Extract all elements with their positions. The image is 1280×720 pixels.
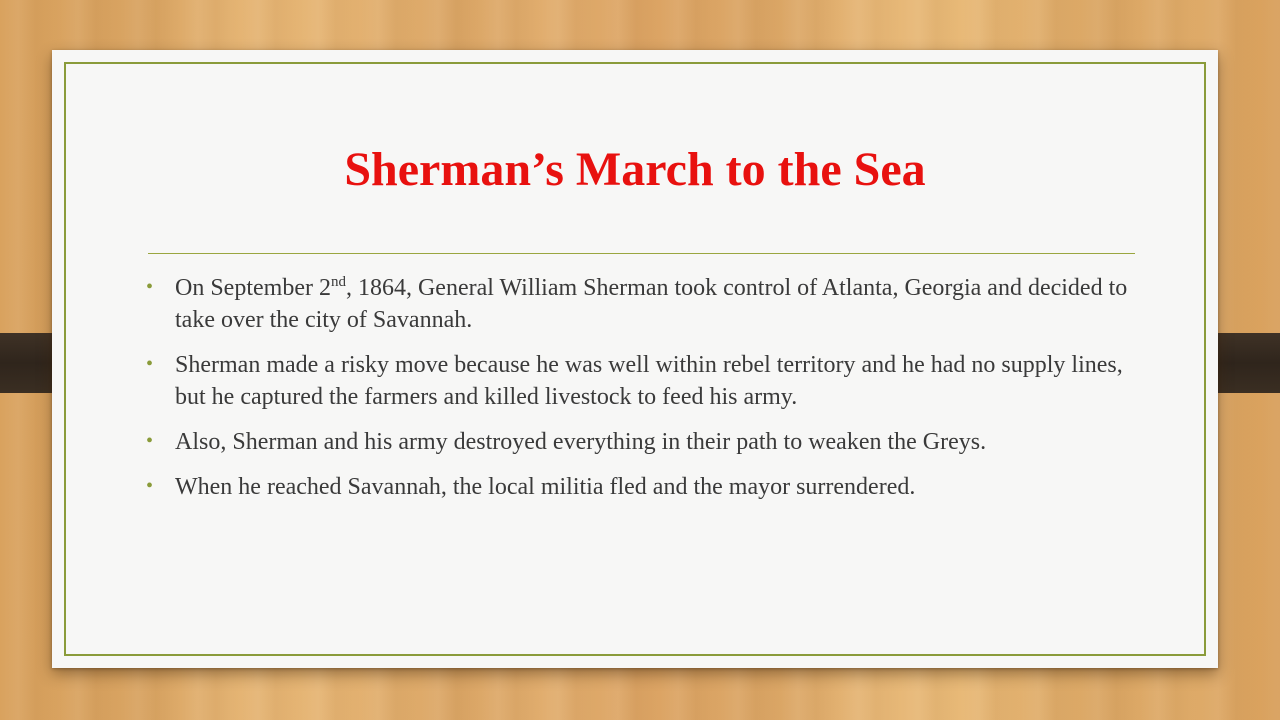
bullet-text: Also, Sherman and his army destroyed everything in their path to weaken the Greys. xyxy=(175,429,987,455)
bullet-icon: • xyxy=(146,475,154,497)
bullet-item xyxy=(146,426,1146,458)
bullet-item xyxy=(146,272,1146,336)
bullet-text: When he reached Savannah, the local militia fled and the mayor surrendered. xyxy=(175,474,916,500)
slide-title: Sherman’s March to the Sea xyxy=(344,143,926,196)
title-divider xyxy=(148,253,1135,254)
slide-paper xyxy=(52,50,1218,668)
bullet-item xyxy=(146,349,1146,413)
bullet-text-part: On September 2 xyxy=(175,275,331,301)
bullet-text: Sherman made a risky move because he was well within rebel territory and he had no supply lines, but he captured the farmers and killed livestock to feed his army. xyxy=(175,352,1123,410)
bullet-text-part: , 1864, General William Sherman took control of Atlanta, Georgia and decided to take over the city of Savannah. xyxy=(175,275,1128,333)
bullet-icon: • xyxy=(146,353,154,375)
ordinal-suffix: nd xyxy=(330,274,346,290)
bullet-icon: • xyxy=(146,430,154,452)
bullet-icon: • xyxy=(146,276,154,298)
bullet-list xyxy=(146,272,1146,516)
bullet-item xyxy=(146,471,1146,503)
